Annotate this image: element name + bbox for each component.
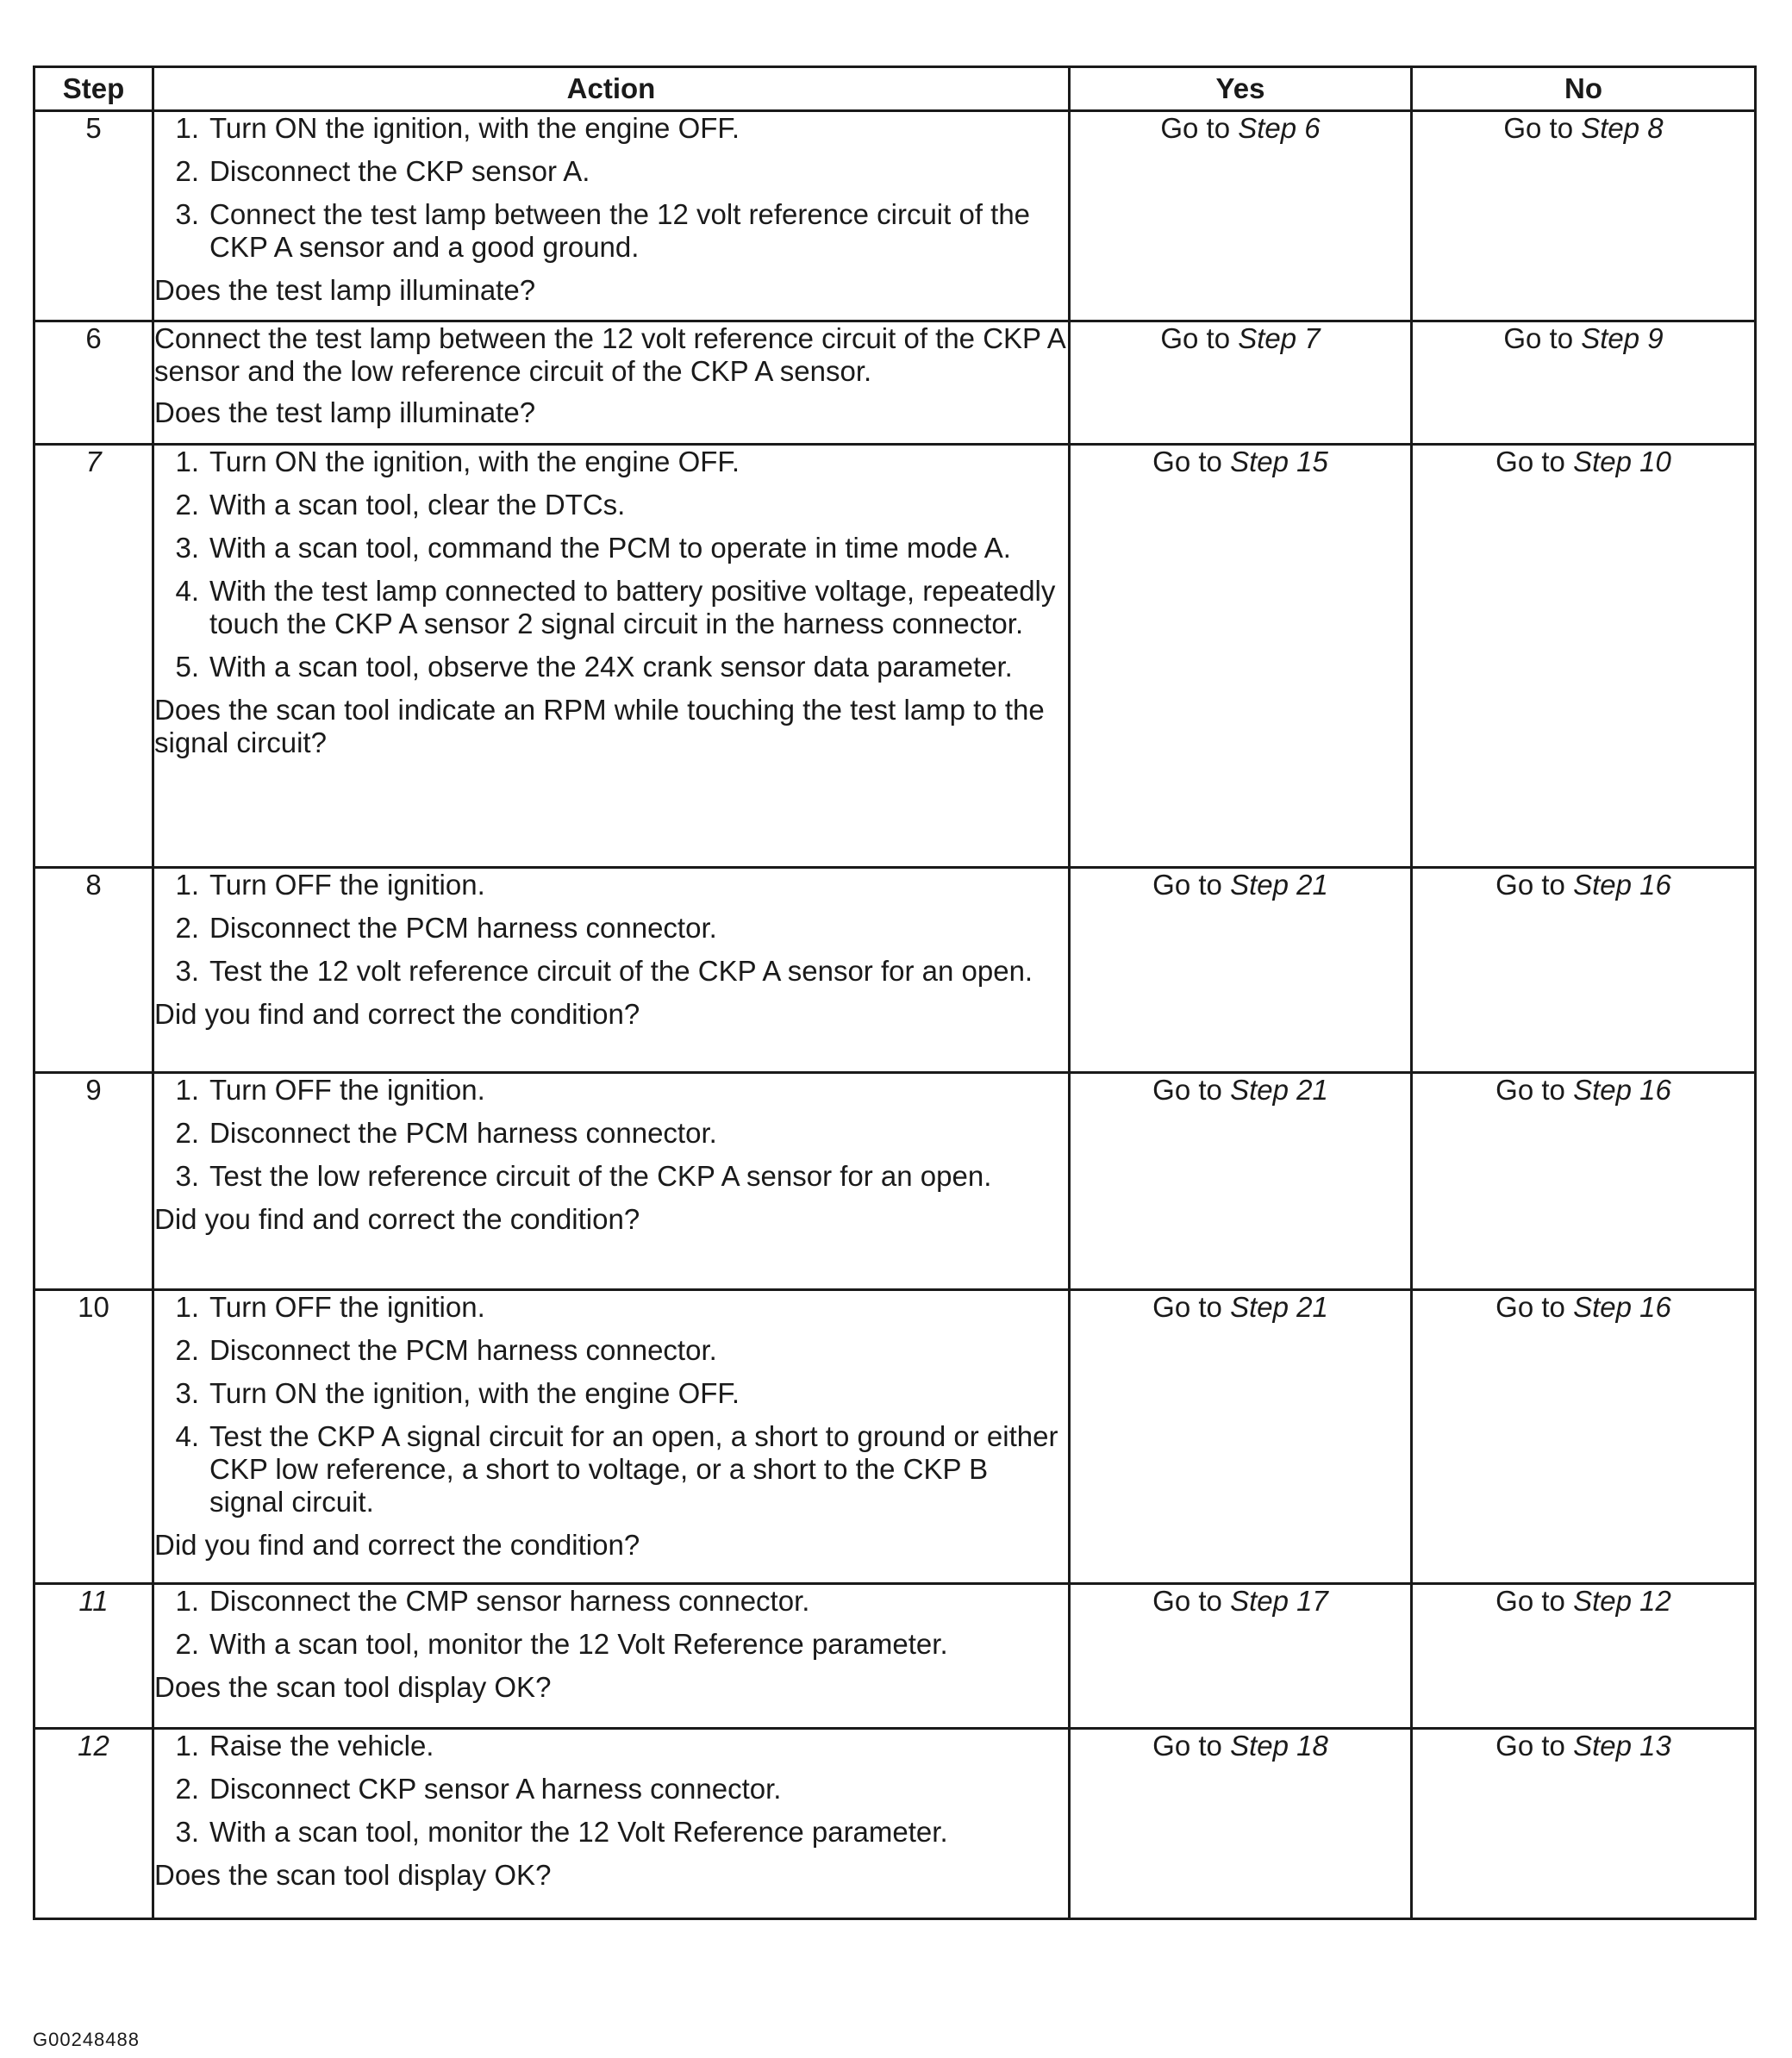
yes-cell <box>1070 111 1412 321</box>
action-question: Does the scan tool display OK? <box>154 1859 552 1891</box>
instruction-item <box>154 1377 1068 1410</box>
instruction-number: 2. <box>175 489 199 521</box>
instruction-text: Test the 12 volt reference circuit of the CKP A sensor for an open. <box>209 955 1033 987</box>
goto-prefix: Go to <box>1160 322 1239 354</box>
step-number-cell <box>34 321 153 445</box>
table-body <box>34 111 1756 1919</box>
step-number-cell <box>34 1290 153 1584</box>
goto-target-step: Step 10 <box>1573 446 1671 477</box>
diagnostic-table <box>33 65 1757 1920</box>
yes-goto-link <box>1152 446 1328 477</box>
yes-goto-link <box>1152 1291 1328 1323</box>
table-row <box>34 445 1756 868</box>
instruction-text: With a scan tool, clear the DTCs. <box>209 489 626 521</box>
instruction-text: Test the CKP A signal circuit for an open, a short to ground or either CKP low reference, a short to voltage, or a short to the CKP B signal circuit. <box>209 1420 1058 1518</box>
action-cell <box>153 1584 1070 1729</box>
yes-cell <box>1070 868 1412 1073</box>
yes-goto-link <box>1152 1074 1328 1106</box>
goto-prefix: Go to <box>1152 869 1231 901</box>
goto-target-step: Step 13 <box>1573 1730 1671 1762</box>
instruction-item <box>154 1730 1068 1762</box>
instruction-number: 2. <box>175 155 199 187</box>
yes-goto-link <box>1152 869 1328 901</box>
step-number: 7 <box>85 446 102 477</box>
table-row <box>34 111 1756 321</box>
goto-target-step: Step 21 <box>1230 1074 1328 1106</box>
action-question: Did you find and correct the condition? <box>154 998 640 1030</box>
instruction-item <box>154 532 1068 564</box>
instruction-item <box>154 1291 1068 1324</box>
no-goto-link <box>1495 1074 1671 1106</box>
diagnostic-document <box>33 65 1754 2050</box>
goto-target-step: Step 8 <box>1581 112 1664 144</box>
action-question: Does the scan tool indicate an RPM while touching the test lamp to the signal circuit? <box>154 694 1045 758</box>
goto-prefix: Go to <box>1152 1074 1231 1106</box>
no-goto-link <box>1503 322 1663 354</box>
instruction-item <box>154 155 1068 188</box>
instruction-number: 4. <box>175 1420 199 1452</box>
step-number-cell <box>34 868 153 1073</box>
step-number: 10 <box>78 1291 109 1323</box>
instruction-text: Disconnect the PCM harness connector. <box>209 1334 717 1366</box>
instruction-item <box>154 1628 1068 1661</box>
instruction-item <box>154 1585 1068 1618</box>
instruction-text: With a scan tool, monitor the 12 Volt Reference parameter. <box>209 1628 948 1660</box>
step-number: 6 <box>85 322 102 354</box>
instruction-item <box>154 869 1068 901</box>
step-number: 5 <box>85 112 102 144</box>
instruction-number: 3. <box>175 955 199 987</box>
no-goto-link <box>1503 112 1663 144</box>
instruction-number: 2. <box>175 1117 199 1149</box>
instruction-item <box>154 1816 1068 1849</box>
yes-goto-link <box>1160 112 1320 144</box>
goto-prefix: Go to <box>1495 1730 1574 1762</box>
instruction-text: Disconnect CKP sensor A harness connector. <box>209 1773 782 1805</box>
no-goto-link <box>1495 869 1671 901</box>
action-cell <box>153 868 1070 1073</box>
goto-target-step: Step 6 <box>1238 112 1321 144</box>
goto-prefix: Go to <box>1160 112 1239 144</box>
yes-cell <box>1070 1290 1412 1584</box>
instruction-number: 1. <box>175 1585 199 1617</box>
instruction-text: Disconnect the CMP sensor harness connector. <box>209 1585 810 1617</box>
action-question: Does the test lamp illuminate? <box>154 274 536 306</box>
goto-target-step: Step 21 <box>1230 1291 1328 1323</box>
instruction-item <box>154 1160 1068 1193</box>
goto-target-step: Step 12 <box>1573 1585 1671 1617</box>
instruction-text: With a scan tool, monitor the 12 Volt Reference parameter. <box>209 1816 948 1848</box>
goto-prefix: Go to <box>1503 322 1582 354</box>
instruction-number: 3. <box>175 532 199 564</box>
goto-prefix: Go to <box>1495 869 1574 901</box>
instruction-number: 3. <box>175 1816 199 1848</box>
instruction-text: With the test lamp connected to battery positive voltage, repeatedly touch the CKP A sensor 2 signal circuit in the harness connector. <box>209 575 1056 639</box>
action-cell <box>153 1729 1070 1919</box>
instruction-number: 1. <box>175 446 199 477</box>
action-question: Does the test lamp illuminate? <box>154 396 536 428</box>
instruction-number: 2. <box>175 1334 199 1366</box>
instruction-item <box>154 1117 1068 1150</box>
instruction-item <box>154 1074 1068 1107</box>
yes-goto-link <box>1152 1585 1328 1617</box>
yes-cell <box>1070 1729 1412 1919</box>
instruction-text: Turn OFF the ignition. <box>209 1291 485 1323</box>
instruction-item <box>154 489 1068 521</box>
instruction-number: 3. <box>175 198 199 230</box>
no-cell <box>1412 445 1756 868</box>
table-row <box>34 321 1756 445</box>
header-yes: Yes <box>1070 67 1412 111</box>
no-goto-link <box>1495 1585 1671 1617</box>
instruction-item <box>154 1773 1068 1805</box>
goto-prefix: Go to <box>1495 1291 1574 1323</box>
table-row <box>34 1729 1756 1919</box>
goto-prefix: Go to <box>1495 1585 1574 1617</box>
goto-target-step: Step 15 <box>1230 446 1328 477</box>
header-step: Step <box>34 67 153 111</box>
goto-target-step: Step 21 <box>1230 869 1328 901</box>
goto-prefix: Go to <box>1495 1074 1574 1106</box>
step-number-cell <box>34 1729 153 1919</box>
header-action: Action <box>153 67 1070 111</box>
action-cell <box>153 111 1070 321</box>
instruction-item <box>154 575 1068 640</box>
instruction-number: 3. <box>175 1160 199 1192</box>
goto-target-step: Step 16 <box>1573 1291 1671 1323</box>
yes-cell <box>1070 445 1412 868</box>
instruction-item <box>154 651 1068 683</box>
instruction-text: Turn ON the ignition, with the engine OFF. <box>209 1377 740 1409</box>
action-question: Does the scan tool display OK? <box>154 1671 552 1703</box>
step-number: 12 <box>78 1730 109 1762</box>
action-cell <box>153 321 1070 445</box>
no-cell <box>1412 1729 1756 1919</box>
goto-prefix: Go to <box>1503 112 1582 144</box>
step-number: 11 <box>78 1585 109 1617</box>
instruction-number: 2. <box>175 1628 199 1660</box>
action-cell <box>153 1290 1070 1584</box>
instruction-item <box>154 912 1068 945</box>
instruction-text: Turn ON the ignition, with the engine OFF. <box>209 446 740 477</box>
step-number-cell <box>34 1584 153 1729</box>
yes-goto-link <box>1152 1730 1328 1762</box>
goto-target-step: Step 18 <box>1230 1730 1328 1762</box>
goto-target-step: Step 17 <box>1230 1585 1328 1617</box>
action-cell <box>153 1073 1070 1290</box>
step-number-cell <box>34 445 153 868</box>
instruction-item <box>154 1334 1068 1367</box>
action-cell <box>153 445 1070 868</box>
step-number: 9 <box>85 1074 102 1106</box>
instruction-text: Turn OFF the ignition. <box>209 1074 485 1106</box>
instruction-text: Disconnect the CKP sensor A. <box>209 155 590 187</box>
no-cell <box>1412 321 1756 445</box>
goto-prefix: Go to <box>1495 446 1574 477</box>
instruction-item <box>154 955 1068 988</box>
figure-id: G00248488 <box>33 2029 140 2050</box>
instruction-number: 1. <box>175 1074 199 1106</box>
instruction-item <box>154 112 1068 145</box>
no-cell <box>1412 111 1756 321</box>
instruction-number: 5. <box>175 651 199 683</box>
instruction-text: Turn OFF the ignition. <box>209 869 485 901</box>
table-row <box>34 1584 1756 1729</box>
yes-goto-link <box>1160 322 1320 354</box>
instruction-text: With a scan tool, observe the 24X crank sensor data parameter. <box>209 651 1013 683</box>
no-cell <box>1412 1073 1756 1290</box>
no-goto-link <box>1495 1730 1671 1762</box>
goto-prefix: Go to <box>1152 1730 1231 1762</box>
goto-prefix: Go to <box>1152 1291 1231 1323</box>
step-number: 8 <box>85 869 102 901</box>
no-goto-link <box>1495 446 1671 477</box>
instruction-text: Disconnect the PCM harness connector. <box>209 912 717 944</box>
instruction-text: Test the low reference circuit of the CKP A sensor for an open. <box>209 1160 992 1192</box>
yes-cell <box>1070 1584 1412 1729</box>
yes-cell <box>1070 321 1412 445</box>
table-header-row <box>34 67 1756 111</box>
step-number-cell <box>34 111 153 321</box>
table-row <box>34 1290 1756 1584</box>
action-text: Connect the test lamp between the 12 volt reference circuit of the CKP A sensor and the low reference circuit of the CKP A sensor. <box>154 322 1065 387</box>
no-cell <box>1412 1584 1756 1729</box>
table-row <box>34 868 1756 1073</box>
no-cell <box>1412 868 1756 1073</box>
action-question: Did you find and correct the condition? <box>154 1203 640 1235</box>
instruction-number: 3. <box>175 1377 199 1409</box>
instruction-item <box>154 198 1068 264</box>
instruction-text: Turn ON the ignition, with the engine OFF. <box>209 112 740 144</box>
goto-target-step: Step 7 <box>1238 322 1321 354</box>
no-goto-link <box>1495 1291 1671 1323</box>
instruction-number: 1. <box>175 869 199 901</box>
instruction-number: 4. <box>175 575 199 607</box>
instruction-number: 1. <box>175 1291 199 1323</box>
instruction-text: Connect the test lamp between the 12 volt reference circuit of the CKP A sensor and a good ground. <box>209 198 1031 263</box>
instruction-number: 1. <box>175 112 199 144</box>
goto-target-step: Step 9 <box>1581 322 1664 354</box>
action-question: Did you find and correct the condition? <box>154 1529 640 1561</box>
goto-target-step: Step 16 <box>1573 1074 1671 1106</box>
instruction-number: 1. <box>175 1730 199 1762</box>
goto-prefix: Go to <box>1152 1585 1231 1617</box>
instruction-text: Disconnect the PCM harness connector. <box>209 1117 717 1149</box>
instruction-item <box>154 1420 1068 1519</box>
yes-cell <box>1070 1073 1412 1290</box>
instruction-text: With a scan tool, command the PCM to operate in time mode A. <box>209 532 1011 564</box>
instruction-number: 2. <box>175 912 199 944</box>
no-cell <box>1412 1290 1756 1584</box>
instruction-item <box>154 446 1068 478</box>
step-number-cell <box>34 1073 153 1290</box>
goto-target-step: Step 16 <box>1573 869 1671 901</box>
instruction-text: Raise the vehicle. <box>209 1730 434 1762</box>
header-no: No <box>1412 67 1756 111</box>
instruction-number: 2. <box>175 1773 199 1805</box>
goto-prefix: Go to <box>1152 446 1231 477</box>
table-row <box>34 1073 1756 1290</box>
